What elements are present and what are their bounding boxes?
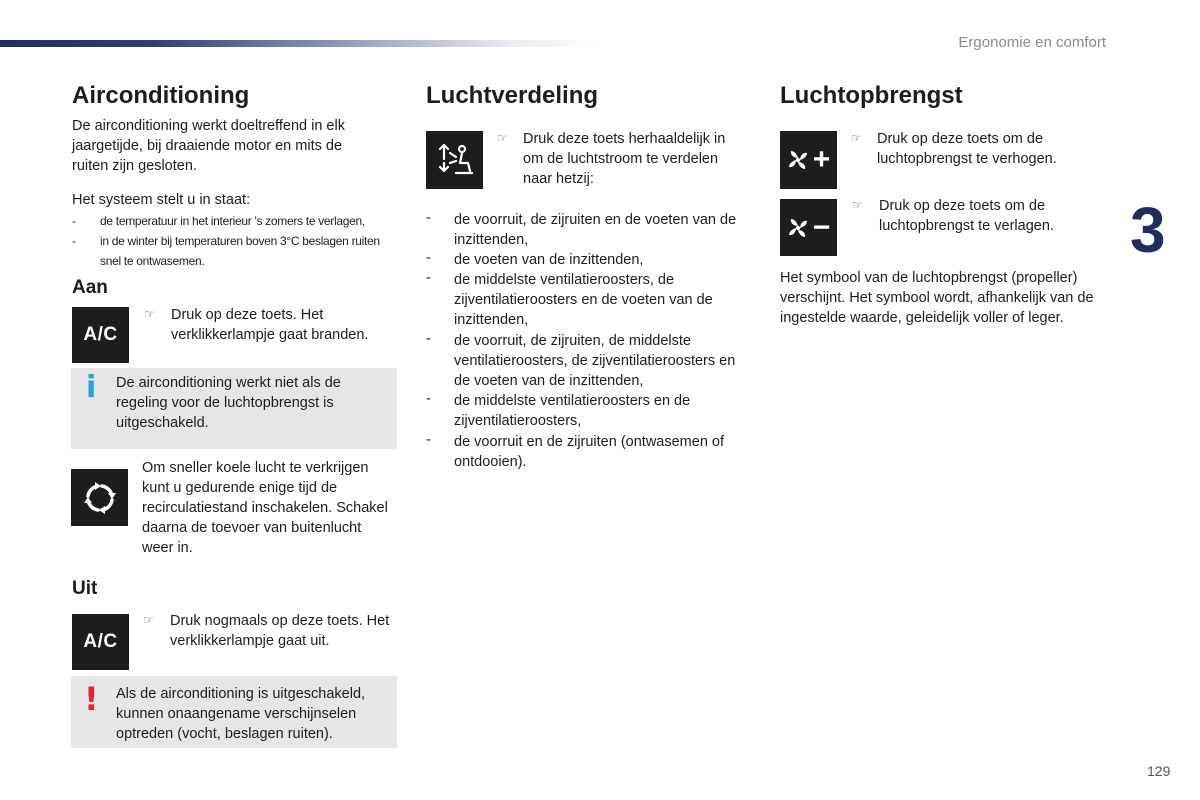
list-dash: -	[426, 250, 431, 266]
chapter-number: 3	[1130, 194, 1166, 266]
decrease-text: Druk op deze toets om de luchtopbrengst te verlagen.	[879, 198, 1054, 234]
luchtverdeling-title: Luchtverdeling	[426, 82, 599, 109]
distribution-item-5: de middelste ventilatieroosters en de zijventilatieroosters,	[454, 393, 691, 429]
system-intro: Het systeem stelt u in staat:	[72, 192, 251, 208]
list-dash: -	[426, 391, 431, 407]
ac-intro: De airconditioning werkt doeltreffend in elk jaargetijde, bij draaiende motor en mits de ruiten zijn gesloten.	[72, 118, 345, 174]
list-dash: -	[426, 270, 431, 286]
airconditioning-title: Airconditioning	[72, 82, 250, 109]
increase-text: Druk op deze toets om de luchtopbrengst te verhogen.	[877, 131, 1057, 167]
hand-pointer-icon: ☞	[143, 613, 154, 627]
aan-text: Druk op deze toets. Het verklikkerlampje gaat branden.	[171, 307, 369, 343]
list-dash: -	[426, 210, 431, 226]
list-dash: -	[426, 331, 431, 347]
system-item-2: in de winter bij temperaturen boven 3°C beslagen ruiten snel te ontwasemen.	[100, 234, 380, 268]
warning-icon: !	[84, 680, 99, 718]
hand-pointer-icon: ☞	[852, 198, 863, 212]
fan-decrease-icon	[780, 199, 837, 256]
header-gradient-bar	[0, 40, 600, 47]
list-dash: -	[72, 214, 76, 228]
plus-sign: +	[812, 143, 831, 176]
list-dash: -	[426, 432, 431, 448]
distribution-item-6: de voorruit en de zijruiten (ontwasemen of ontdooien).	[454, 434, 725, 470]
recirculation-icon	[71, 469, 128, 526]
ac-off-button-icon: A/C	[72, 614, 129, 670]
warning-note-text: Als de airconditioning is uitgeschakeld, kunnen onaangename verschijnselen optreden (vocht, beslagen ruiten).	[116, 686, 366, 742]
page-number: 129	[1147, 763, 1171, 779]
minus-sign: −	[812, 210, 831, 244]
info-note-text: De airconditioning werkt niet als de regeling voor de luchtopbrengst is uitgeschakeld.	[116, 375, 341, 431]
info-icon: i	[86, 370, 97, 405]
distribution-item-4: de voorruit, de zijruiten, de middelste ventilatieroosters, de zijventilatieroosters en de voeten van de inzittenden,	[454, 333, 736, 389]
uit-heading: Uit	[72, 578, 98, 599]
system-item-1: de temperatuur in het interieur 's zomers te verlagen,	[100, 214, 365, 228]
distribution-item-1: de voorruit, de zijruiten en de voeten van de inzittenden,	[454, 212, 737, 248]
list-dash: -	[72, 234, 76, 248]
section-header: Ergonomie en comfort	[958, 34, 1106, 51]
ac-on-button-icon: A/C	[72, 307, 129, 363]
fan-symbol-description: Het symbool van de luchtopbrengst (propeller) verschijnt. Het symbool wordt, afhankelijk van de ingestelde waarde, geleidelijk voller of leger.	[780, 270, 1094, 326]
fan-increase-icon	[780, 131, 837, 189]
hand-pointer-icon: ☞	[851, 131, 862, 145]
uit-text: Druk nogmaals op deze toets. Het verklikkerlampje gaat uit.	[170, 613, 390, 649]
hand-pointer-icon: ☞	[144, 307, 155, 321]
distribution-button-text: Druk deze toets herhaaldelijk in om de luchtstroom te verdelen naar hetzij:	[523, 131, 726, 187]
aan-heading: Aan	[72, 277, 108, 298]
recirculation-text: Om sneller koele lucht te verkrijgen kunt u gedurende enige tijd de recirculatiestand inschakelen. Schakel daarna de toevoer van buitenlucht weer in.	[142, 460, 388, 556]
distribution-item-2: de voeten van de inzittenden,	[454, 252, 644, 268]
hand-pointer-icon: ☞	[497, 131, 508, 145]
distribution-item-3: de middelste ventilatieroosters, de zijventilatieroosters en de voeten van de inzittenden,	[454, 272, 713, 328]
air-distribution-icon	[426, 131, 483, 189]
luchtopbrengst-title: Luchtopbrengst	[780, 82, 963, 109]
